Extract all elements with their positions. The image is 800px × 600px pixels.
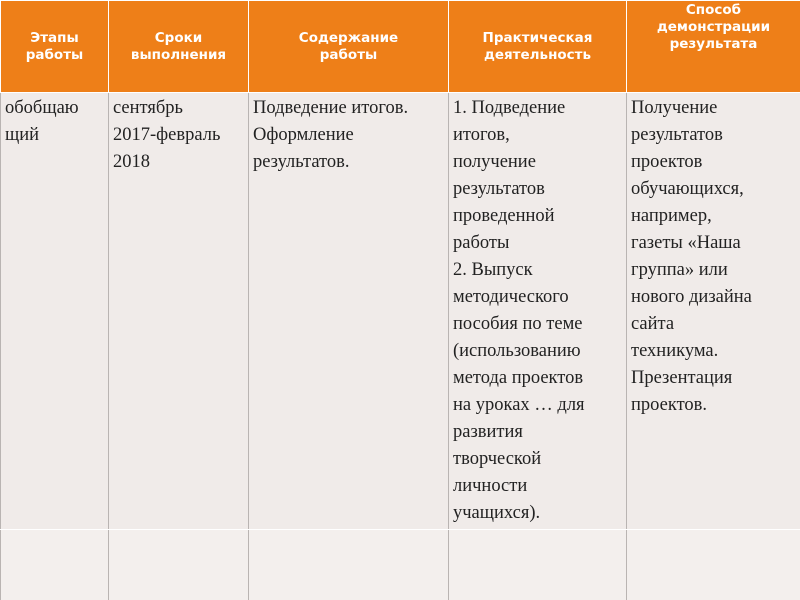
header-practice-line-2: деятельность (483, 46, 592, 63)
cell-practice-line-13: развития (453, 422, 523, 442)
table-row (1, 93, 800, 530)
header-method-line-3: результата (669, 36, 758, 52)
header-method-line-2: демонстрации (656, 19, 771, 35)
cell-practice-line-9: пособия по теме (453, 314, 583, 334)
header-practice-line-1: Практическая (482, 29, 593, 46)
cell-practice-line-11: метода проектов (453, 368, 584, 388)
header-method (627, 1, 800, 93)
cell-practice-line-8: методического (453, 287, 569, 307)
cell-method-line-9: сайта (631, 314, 675, 334)
cell-practice (449, 93, 627, 530)
cell-stage-line-2: щий (5, 125, 40, 145)
cell-dates-line-1: сентябрь (113, 98, 183, 118)
cell-content (249, 93, 449, 530)
cell-practice-line-10: (использованию (453, 341, 581, 361)
cell-method-line-7: группа» или (631, 260, 728, 280)
cell-practice-line-7: 2. Выпуск (453, 260, 533, 280)
cell-practice-line-4: результатов (453, 179, 545, 199)
cell-stage (1, 93, 109, 530)
header-content-line-2: работы (319, 46, 378, 63)
cell-practice-line-14: творческой (453, 449, 542, 469)
cell-method-line-1: Получение (631, 98, 718, 118)
empty-cell (627, 530, 800, 600)
cell-method-line-5: например, (631, 206, 712, 226)
cell-method-line-6: газеты «Наша (631, 233, 741, 253)
header-dates-line-2: выполнения (130, 46, 227, 63)
cell-practice-line-15: личности (453, 476, 528, 496)
header-content (249, 1, 449, 93)
cell-stage-line-1: обобщаю (5, 98, 79, 118)
header-dates (109, 1, 249, 93)
table-row-empty (1, 530, 800, 600)
cell-practice-line-5: проведенной (453, 206, 555, 226)
empty-cell (449, 530, 627, 600)
header-dates-line-1: Сроки (154, 29, 203, 46)
empty-cell (1, 530, 109, 600)
cell-practice-line-12: на уроках … для (453, 395, 585, 415)
cell-practice-line-16: учащихся). (453, 503, 541, 523)
header-method-line-1: Способ (685, 2, 742, 18)
empty-cell (249, 530, 449, 600)
cell-method-line-2: результатов (631, 125, 723, 145)
header-stages-line-2: работы (25, 46, 84, 63)
header-row (1, 1, 800, 93)
cell-dates-line-2: 2017-февраль (113, 125, 221, 145)
cell-method-line-10: техникума. (631, 341, 719, 361)
header-practice (449, 1, 627, 93)
cell-method-line-3: проектов (631, 152, 703, 172)
cell-practice-line-6: работы (453, 233, 510, 253)
cell-method-line-11: Презентация (631, 368, 733, 388)
empty-cell (109, 530, 249, 600)
cell-dates-line-3: 2018 (113, 152, 150, 172)
header-stages-line-1: Этапы (30, 29, 79, 46)
cell-practice-line-2: итогов, (453, 125, 510, 145)
cell-method-line-12: проектов. (631, 395, 708, 415)
cell-practice-line-1: 1. Подведение (453, 98, 566, 118)
cell-content-line-2: Оформление (253, 125, 354, 145)
cell-practice-line-3: получение (453, 152, 536, 172)
cell-method-line-4: обучающихся, (631, 179, 744, 199)
cell-content-line-1: Подведение итогов. (253, 98, 409, 118)
header-stages (1, 1, 109, 93)
cell-method-line-8: нового дизайна (631, 287, 752, 307)
header-content-line-1: Содержание (298, 29, 399, 46)
cell-method (627, 93, 800, 530)
cell-content-line-3: результатов. (253, 152, 350, 172)
cell-dates (109, 93, 249, 530)
